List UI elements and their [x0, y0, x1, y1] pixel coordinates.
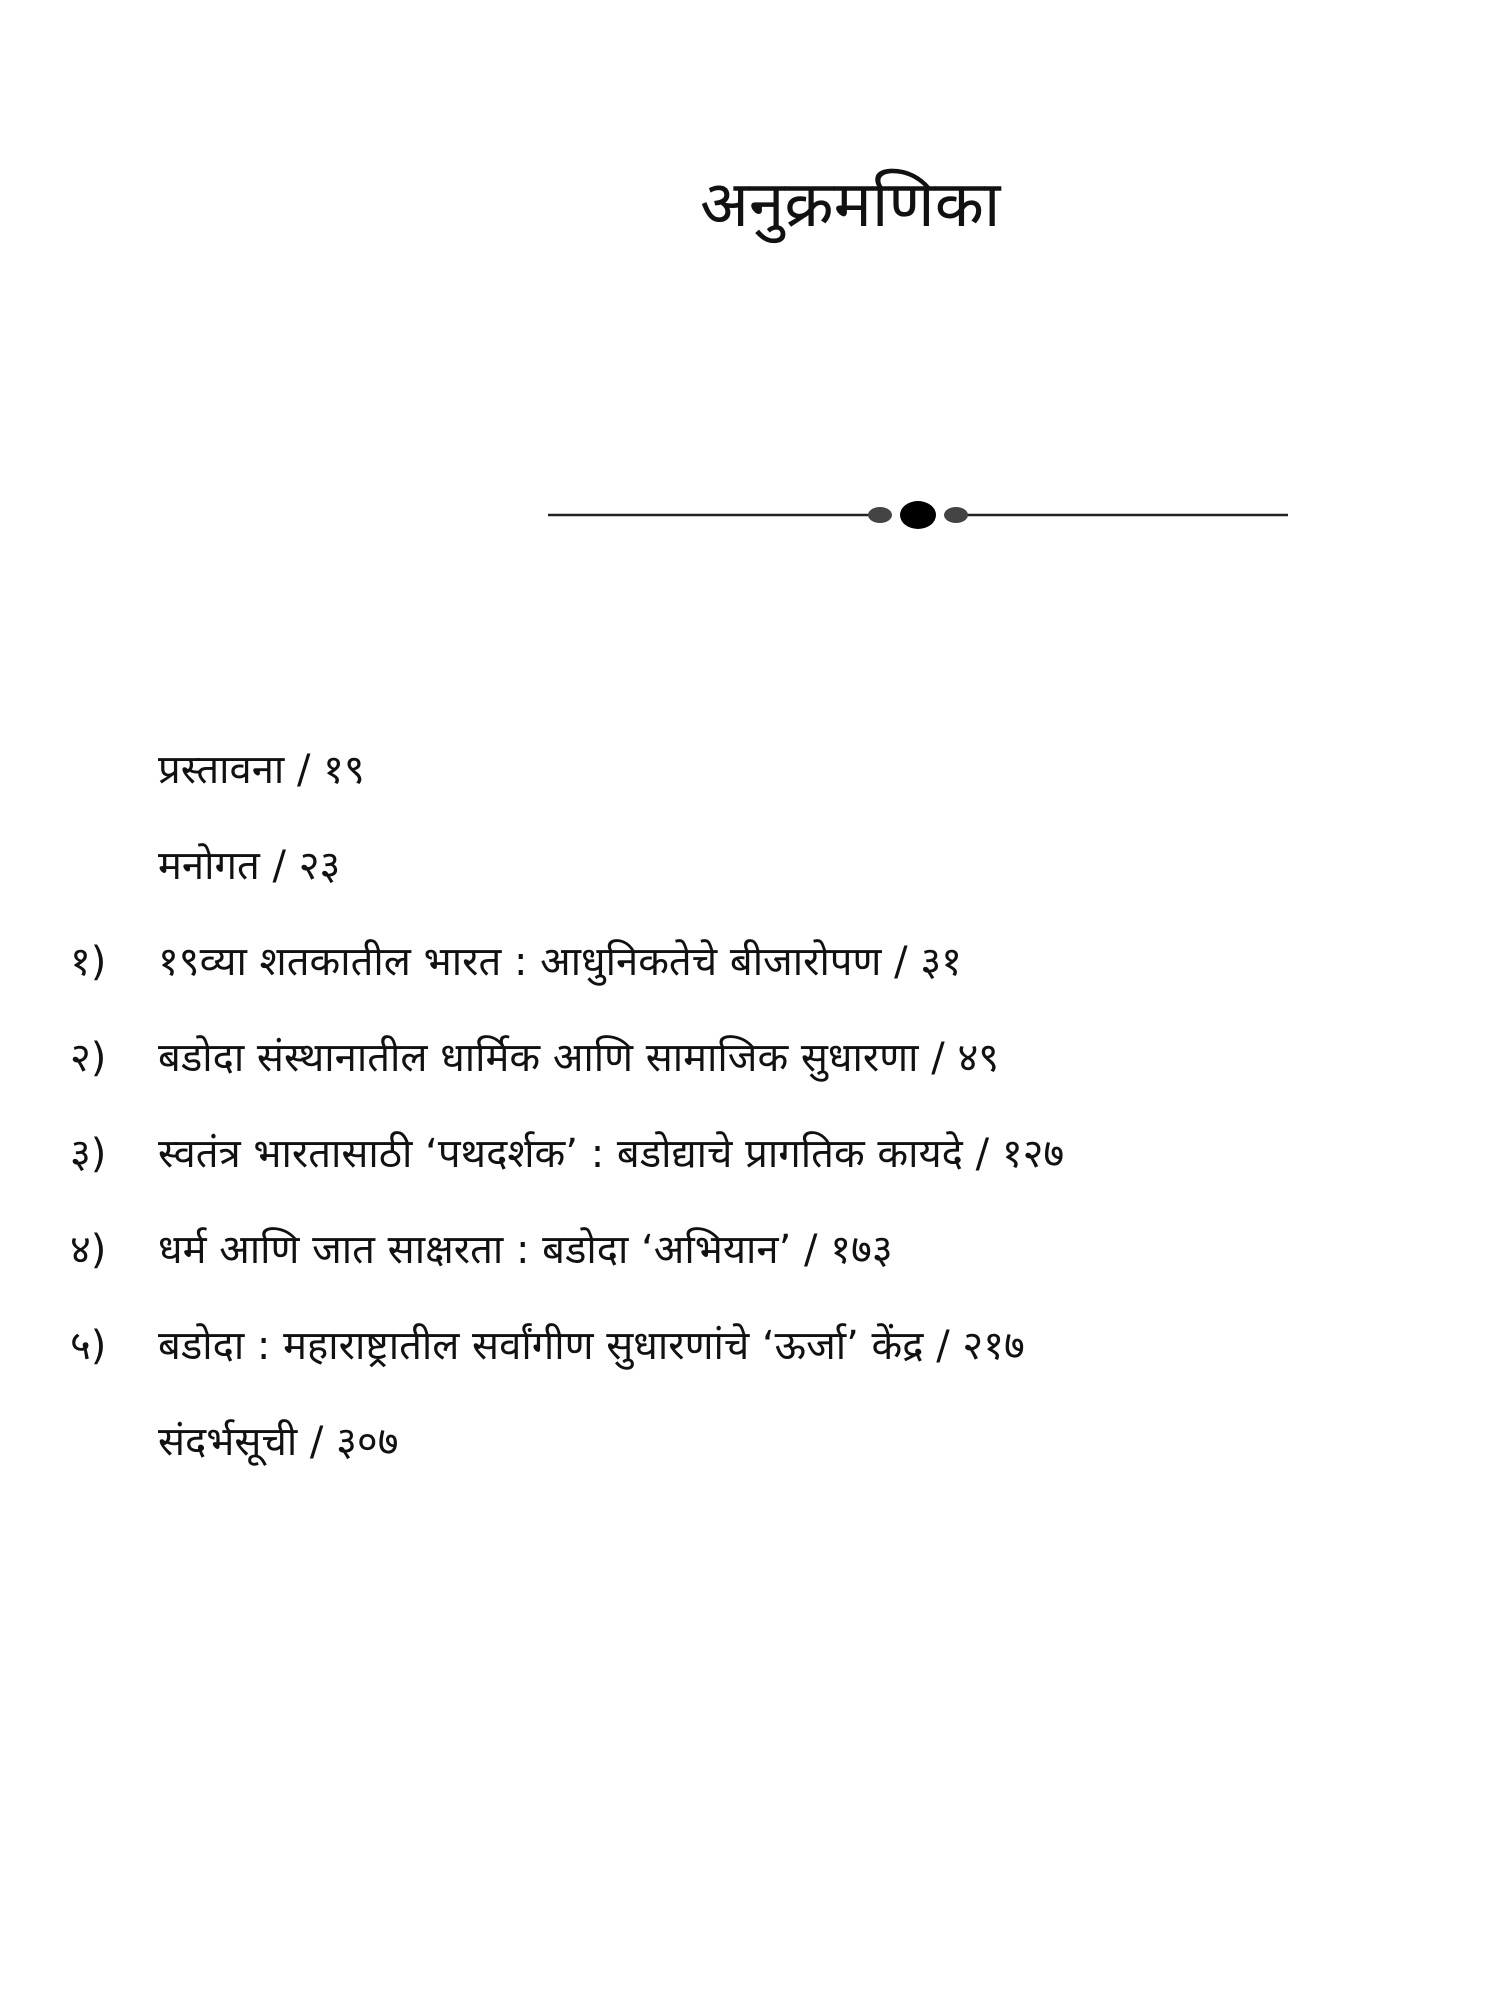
table-of-contents [70, 735, 1490, 1503]
toc-entry [70, 1023, 1490, 1119]
toc-entry-number: ३) [70, 1131, 107, 1177]
toc-entry [70, 927, 1490, 1023]
toc-entry-text: धर्म आणि जात साक्षरता : बडोदा ‘अभियान’ / १७३ [158, 1227, 893, 1273]
toc-entry-text: संदर्भसूची / ३०७ [158, 1419, 399, 1465]
toc-entry-text: प्रस्तावना / १९ [158, 747, 365, 793]
toc-entry-number: ५) [70, 1323, 107, 1369]
toc-entry-text: बडोदा संस्थानातील धार्मिक आणि सामाजिक सुधारणा / ४९ [158, 1035, 1000, 1081]
toc-entry-number: १) [70, 939, 107, 985]
page-title: अनुक्रमणिका [700, 168, 1001, 242]
toc-entry [70, 1311, 1490, 1407]
toc-entry-text: १९व्या शतकातील भारत : आधुनिकतेचे बीजारोपण / ३१ [158, 939, 962, 985]
toc-entry-number: २) [70, 1035, 107, 1081]
toc-entry [70, 1215, 1490, 1311]
toc-entry-text: मनोगत / २३ [158, 843, 341, 889]
toc-entry [70, 831, 1490, 927]
toc-entry-number: ४) [70, 1227, 107, 1273]
toc-entry [70, 1407, 1490, 1503]
toc-entry [70, 735, 1490, 831]
divider-ornament-icon [548, 490, 1288, 540]
toc-entry-text: बडोदा : महाराष्ट्रातील सर्वांगीण सुधारणांचे ‘ऊर्जा’ केंद्र / २१७ [158, 1323, 1025, 1369]
toc-entry [70, 1119, 1490, 1215]
toc-entry-text: स्वतंत्र भारतासाठी ‘पथदर्शक’ : बडोद्याचे प्रागतिक कायदे / १२७ [158, 1131, 1065, 1177]
